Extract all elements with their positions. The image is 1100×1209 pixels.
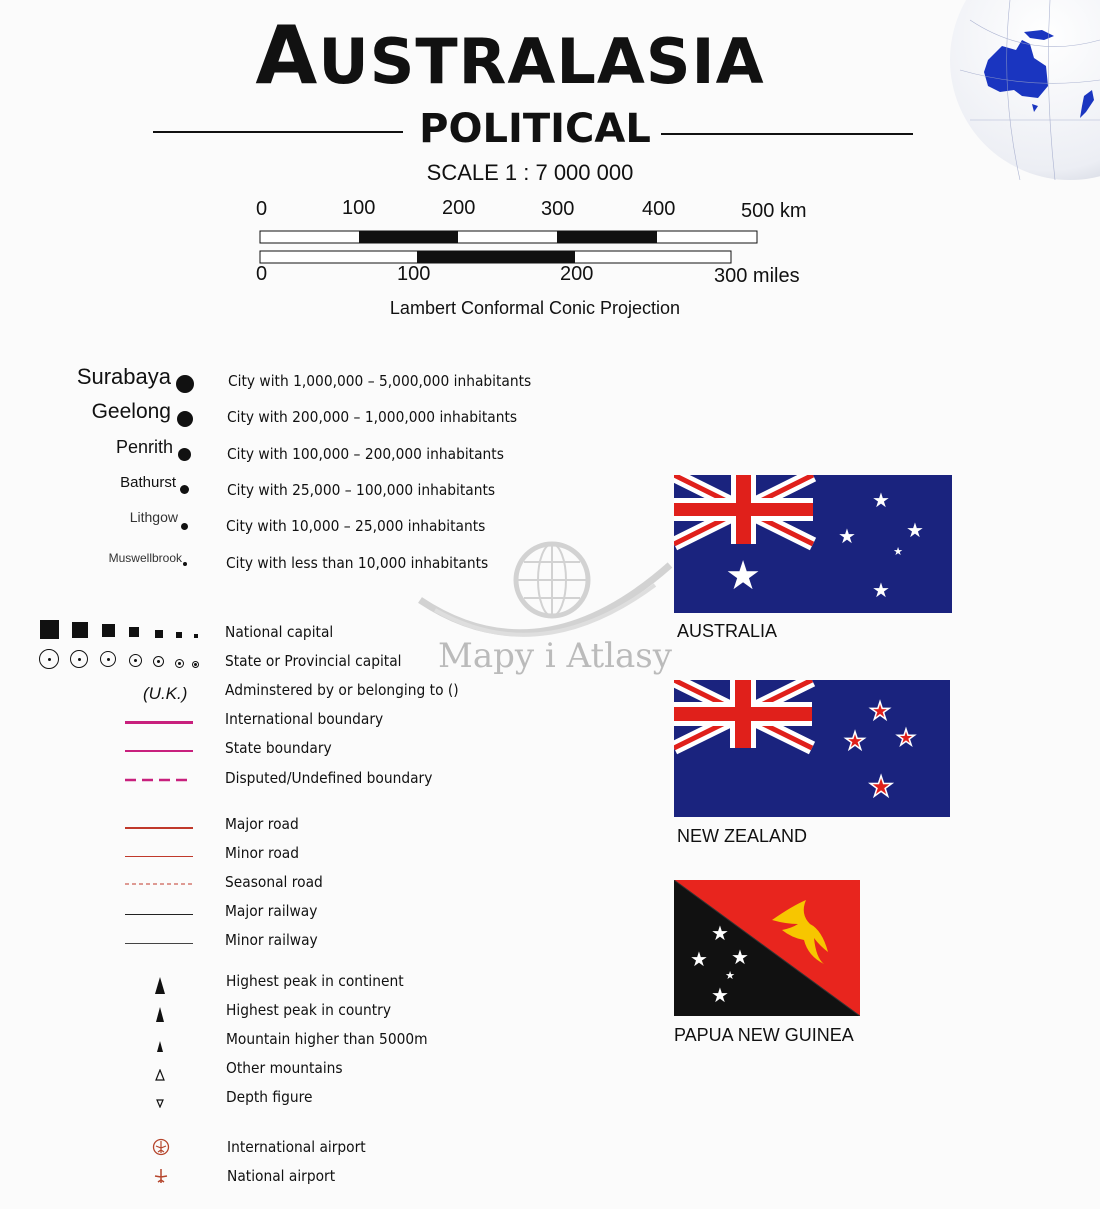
svg-text:★: ★ [690, 947, 708, 971]
scale-ratio: SCALE 1 : 7 000 000 [426, 160, 634, 185]
mountain-5000-icon [156, 1041, 164, 1053]
km-tick-label: 0 [256, 198, 268, 220]
city-dot-3 [178, 448, 191, 461]
flag-new-zealand [674, 680, 950, 817]
city-dot-4 [180, 485, 189, 494]
legend-label: Other mountains [226, 1059, 343, 1077]
svg-text:★: ★ [872, 488, 890, 512]
watermark-text: Mapy i Atlasy [438, 636, 672, 676]
legend-label: Major road [225, 815, 299, 833]
capital-square [102, 624, 115, 637]
flag-caption-australia: AUSTRALIA [677, 621, 778, 641]
city-example-label: Penrith [115, 437, 173, 457]
km-tick-label: 200 [442, 197, 476, 219]
city-dot-1 [176, 375, 194, 393]
mile-tick-label: 300 miles [714, 265, 800, 287]
legend-label: Mountain higher than 5000m [226, 1030, 428, 1048]
capital-square [176, 632, 182, 638]
svg-text:★: ★ [872, 578, 890, 602]
city-example-label: Surabaya [76, 364, 171, 389]
flag-caption-png: PAPUA NEW GUINEA [674, 1025, 854, 1045]
svg-text:★: ★ [906, 518, 924, 542]
city-example-label: Geelong [91, 400, 171, 423]
state-capital-circle [175, 659, 184, 668]
km-tick-label: 100 [342, 197, 376, 219]
mile-tick-label: 100 [397, 263, 431, 285]
svg-text:★: ★ [711, 921, 729, 945]
capital-square [129, 627, 139, 637]
legend-label: Minor road [225, 844, 300, 862]
legend-label: State boundary [225, 739, 332, 757]
capital-square [72, 622, 88, 638]
minor-road-line [125, 856, 193, 857]
flag-australia [674, 475, 952, 613]
state-capital-circle [129, 654, 142, 667]
state-capital-circle [100, 651, 116, 667]
km-tick-label: 500 km [741, 200, 807, 222]
legend-label: Highest peak in country [226, 1001, 392, 1019]
km-tick-label: 300 [541, 198, 575, 220]
km-tick-label: 400 [642, 198, 676, 220]
capital-square [40, 620, 59, 639]
depth-figure-icon [156, 1099, 164, 1108]
svg-text:★: ★ [896, 726, 916, 751]
city-example-label: Muswellbrook [108, 551, 182, 565]
map-subtitle: POLITICAL [419, 106, 651, 152]
capital-square [194, 634, 198, 638]
city-dot-5 [181, 523, 188, 530]
city-example-label: Lithgow [129, 509, 178, 525]
legend-label: Adminstered by or belonging to () [225, 681, 459, 699]
major-road-line [125, 827, 193, 829]
svg-text:★: ★ [893, 545, 903, 558]
city-class-desc: City with 10,000 – 25,000 inhabitants [226, 517, 486, 535]
administered-symbol: (U.K.) [143, 684, 188, 703]
legend-label: Major railway [225, 902, 318, 920]
map-title: AUSTRALASIA [255, 9, 765, 102]
legend-label: National capital [225, 623, 334, 641]
airplane-icon [153, 1168, 169, 1184]
mile-tick-label: 200 [560, 263, 594, 285]
title-rule-right [661, 133, 913, 135]
state-boundary-line [125, 750, 193, 752]
title-rule-left [153, 131, 403, 133]
svg-text:★: ★ [868, 770, 894, 803]
legend-label: Highest peak in continent [226, 972, 404, 990]
legend-label: National airport [227, 1167, 336, 1185]
international-boundary-line [125, 721, 193, 724]
state-capital-circle [192, 661, 199, 668]
mile-tick-label: 0 [256, 263, 268, 285]
city-dot-6 [183, 562, 187, 566]
legend-label: International boundary [225, 710, 384, 728]
city-class-desc: City with 25,000 – 100,000 inhabitants [227, 481, 496, 499]
peak-country-icon [155, 1007, 165, 1023]
peak-continent-icon [154, 977, 166, 995]
state-capital-circle [70, 650, 88, 668]
legend-label: Minor railway [225, 931, 318, 949]
svg-text:★: ★ [869, 697, 891, 725]
flag-papua-new-guinea [674, 880, 860, 1016]
flag-caption-new-zealand: NEW ZEALAND [677, 826, 808, 846]
city-class-desc: City with 200,000 – 1,000,000 inhabitants [227, 408, 518, 426]
state-capital-circle [153, 656, 164, 667]
svg-text:★: ★ [844, 727, 866, 755]
airport-circle-icon [152, 1138, 170, 1156]
disputed-boundary-line [125, 777, 195, 783]
city-class-desc: City with less than 10,000 inhabitants [226, 554, 489, 572]
svg-text:★: ★ [725, 553, 761, 599]
scale-bar [255, 226, 765, 268]
legend-label: Seasonal road [225, 873, 323, 891]
legend-label: State or Provincial capital [225, 652, 402, 670]
city-dot-2 [177, 411, 193, 427]
major-railway-line [125, 914, 193, 915]
svg-text:★: ★ [731, 945, 749, 969]
state-capital-circle [39, 649, 59, 669]
svg-text:★: ★ [838, 524, 856, 548]
city-class-desc: City with 100,000 – 200,000 inhabitants [227, 445, 504, 463]
legend-label: Depth figure [226, 1088, 313, 1106]
legend-label: Disputed/Undefined boundary [225, 769, 433, 787]
capital-square [155, 630, 163, 638]
minor-railway-line [125, 943, 193, 944]
svg-text:★: ★ [725, 969, 735, 982]
seasonal-road-line [125, 882, 195, 886]
svg-text:★: ★ [711, 983, 729, 1007]
city-class-desc: City with 1,000,000 – 5,000,000 inhabitants [228, 372, 532, 390]
legend-label: International airport [227, 1138, 366, 1156]
city-example-label: Bathurst [120, 474, 176, 491]
projection-note: Lambert Conformal Conic Projection [389, 298, 681, 318]
other-mountain-icon [155, 1069, 165, 1081]
